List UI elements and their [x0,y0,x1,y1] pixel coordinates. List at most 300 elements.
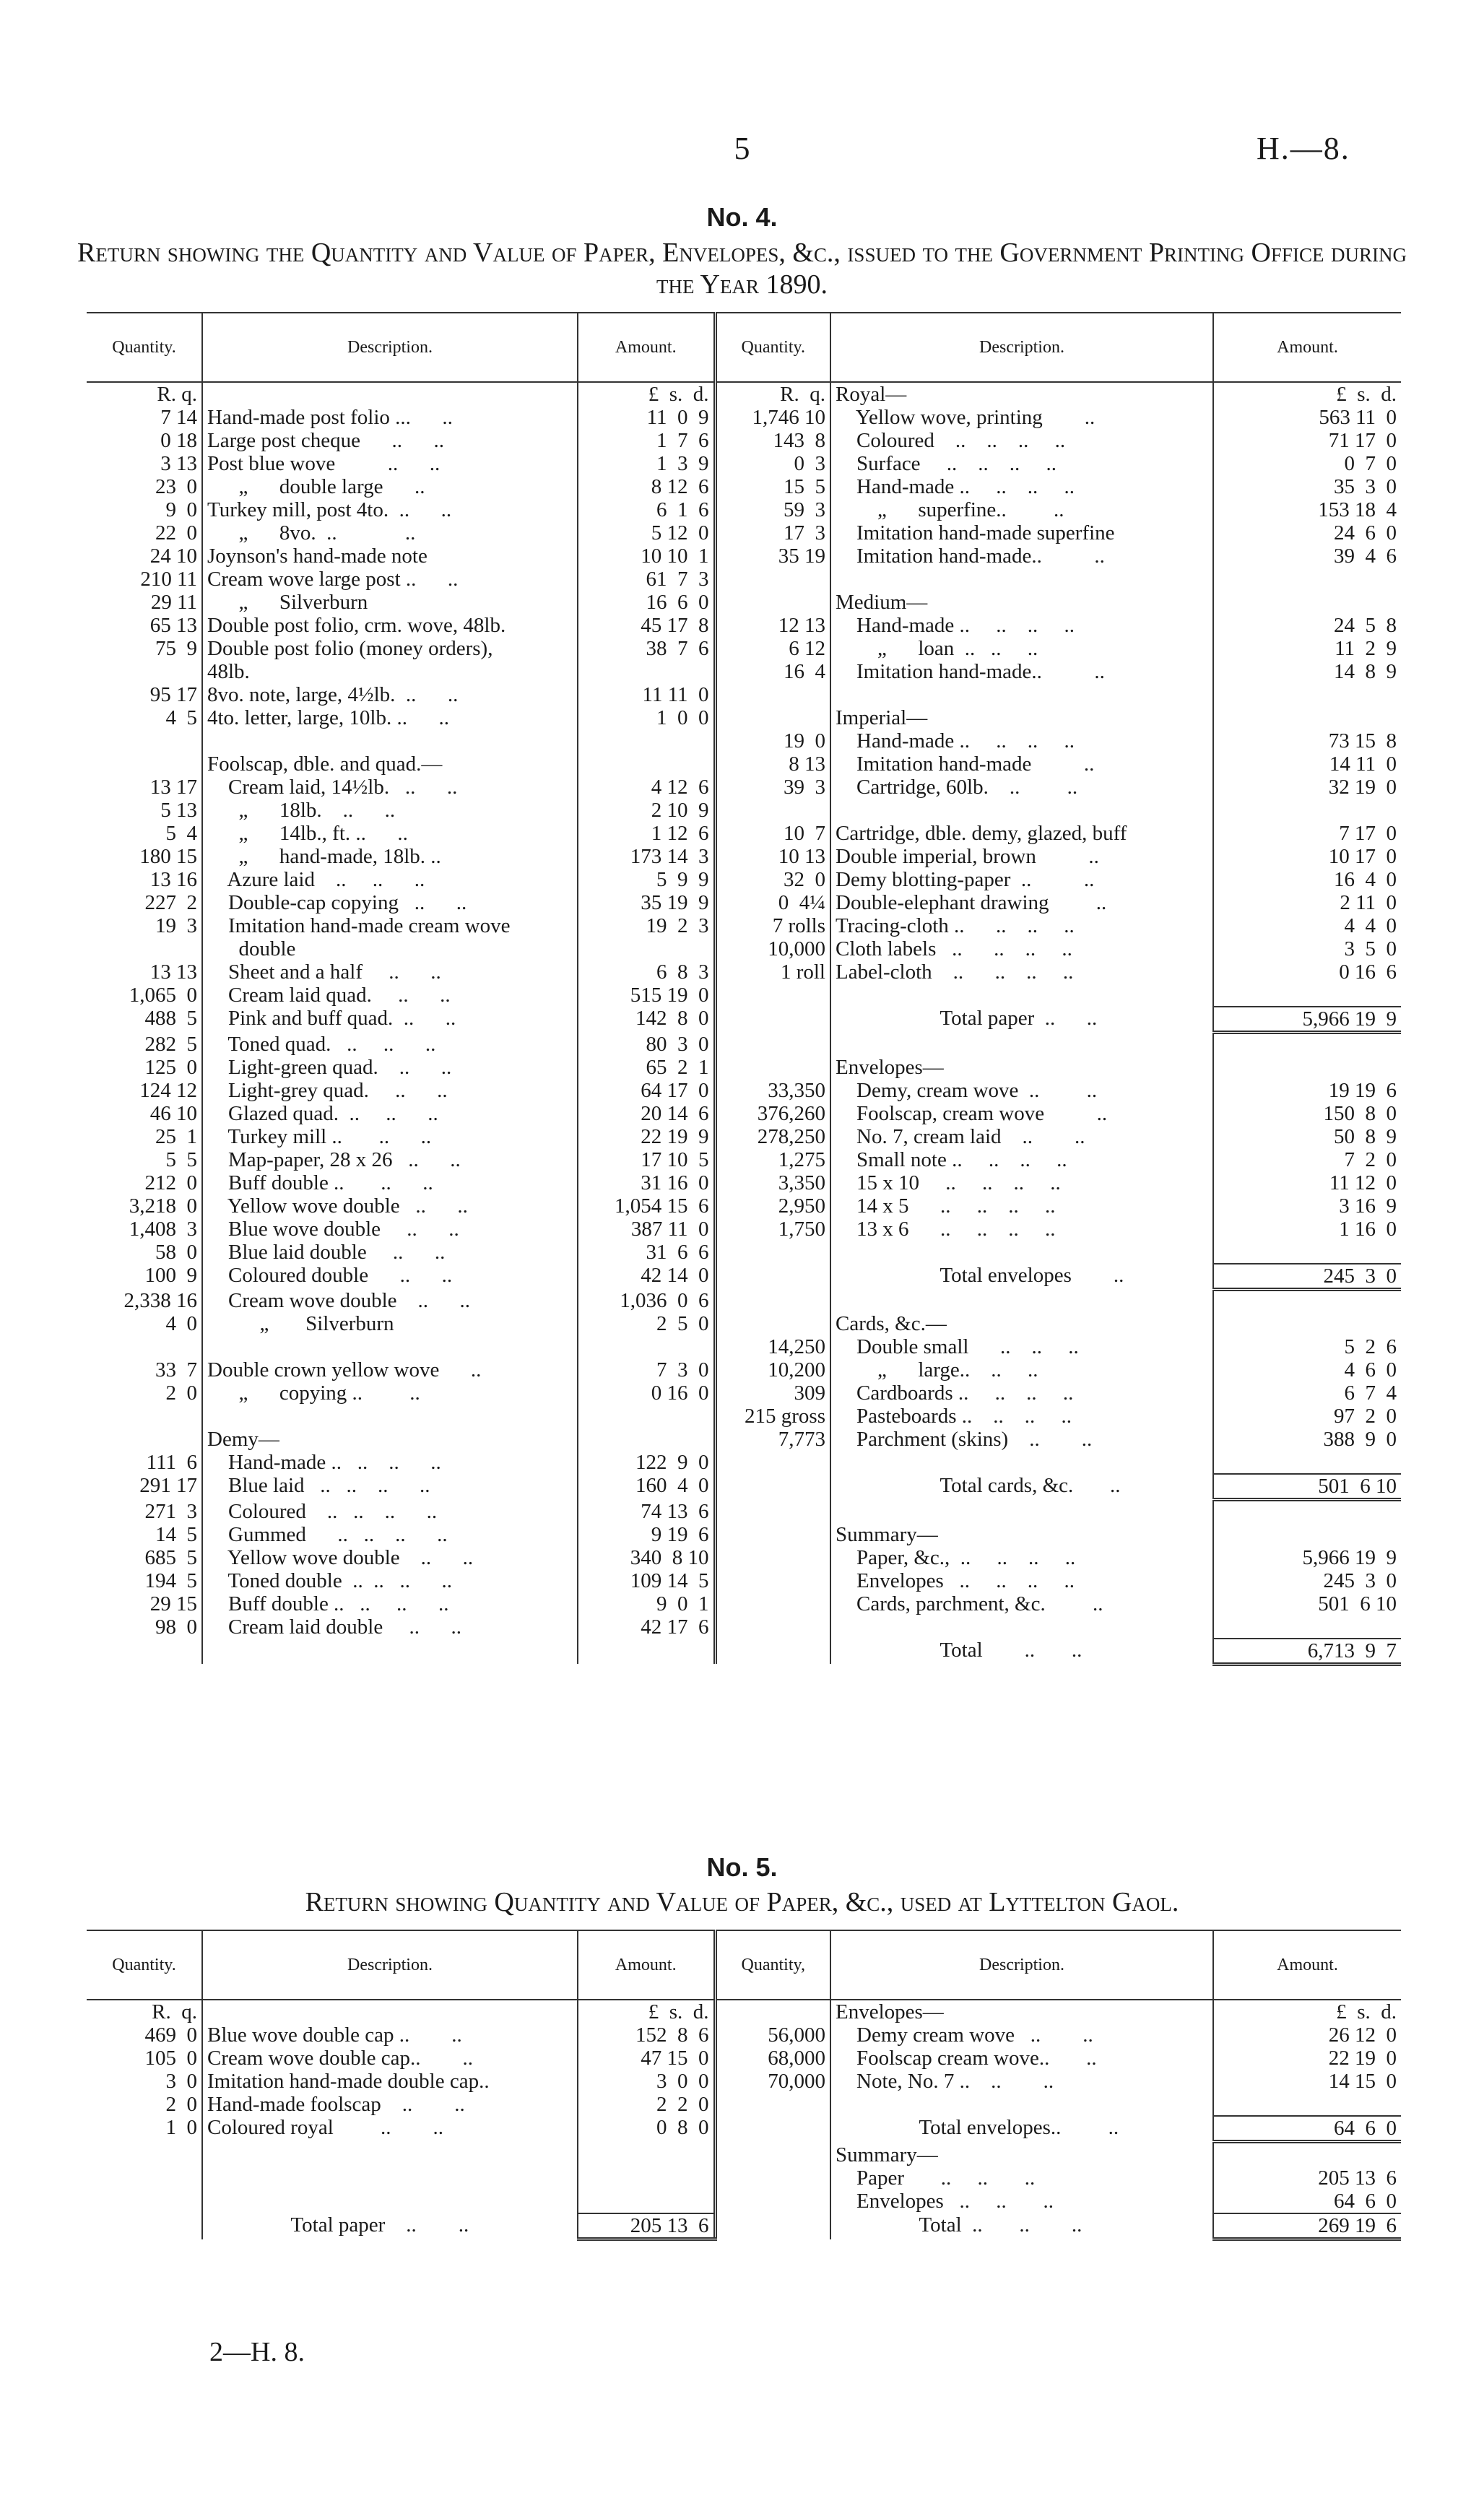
amount-cell [1213,568,1401,591]
description-cell: Imitation hand-made.. .. [830,660,1213,683]
amount-cell: 61 7 3 [578,568,715,591]
quantity-cell: 1,065 0 [129,984,197,1007]
description-cell: Cream wove double .. .. [202,1289,578,1312]
quantity-cell: 0 18 [160,429,197,452]
amount-cell [1213,1451,1401,1474]
amount-cell: 1 3 9 [578,452,715,475]
amount-cell: 35 19 9 [578,891,715,914]
amount-cell: 22 19 9 [578,1125,715,1148]
quantity-cell [715,1523,830,1546]
quantity-cell: 271 3 [144,1499,197,1523]
amount-cell [1213,799,1401,822]
quantity-cell [87,1335,202,1358]
table-row [87,2047,1401,2070]
amount-cell: 5 2 6 [1213,1335,1401,1358]
amount-cell: 109 14 5 [578,1569,715,1592]
quantity-cell: 13 16 [149,868,197,891]
amount-cell [578,1428,715,1451]
quantity-cell: 10 13 [715,845,830,868]
quantity-cell: 0 4¼ [715,891,830,914]
table-row [87,845,1401,868]
quantity-cell: R. q. [715,382,830,406]
quantity-cell: 65 13 [149,614,197,637]
description-cell [830,2093,1213,2116]
description-cell: 8vo. note, large, 4½lb. .. .. [202,683,578,706]
quantity-cell [715,683,830,706]
description-cell [202,1639,578,1665]
description-cell: „ copying .. .. [202,1381,578,1405]
description-cell: Double-elephant drawing .. [830,891,1213,914]
amount-cell: 10 17 0 [1213,845,1401,868]
table-row [87,683,1401,706]
amount-cell: 71 17 0 [1213,429,1401,452]
quantity-cell [87,1405,202,1428]
description-cell [202,2000,578,2023]
table-row [87,614,1401,637]
table-row [87,1405,1401,1428]
description-cell: Envelopes .. .. .. [830,2190,1213,2213]
table-row [87,1171,1401,1194]
quantity-cell [715,1312,830,1335]
table-row [87,1500,1401,1523]
amount-cell: 3 16 9 [1213,1194,1401,1218]
description-cell: Coloured .. .. .. .. [830,429,1213,452]
quantity-cell [715,2213,830,2239]
description-cell: Hand-made foolscap .. .. [202,2093,578,2116]
quantity-cell: 124 12 [139,1078,197,1102]
amount-cell [1213,2143,1401,2166]
description-cell: Total paper .. .. [202,2213,578,2239]
col-header-amount-right: Amount. [1213,313,1401,382]
description-cell: Demy blotting-paper .. .. [830,868,1213,891]
description-cell: Envelopes— [830,1056,1213,1079]
amount-cell [1213,1056,1401,1079]
description-cell: Total cards, &c. .. [830,1474,1213,1500]
description-cell [830,1033,1213,1056]
description-cell: Buff double .. .. .. .. [202,1592,578,1615]
quantity-cell: 3 0 [165,2070,197,2093]
description-cell: „ 14lb., ft. .. .. [202,822,578,845]
quantity-cell: 3,218 0 [129,1194,197,1218]
table-5-header-row [87,1930,1401,2000]
quantity-cell: 25 1 [155,1124,197,1148]
quantity-cell: 7 14 [160,406,197,429]
table-row [87,545,1401,568]
amount-cell: 31 6 6 [578,1241,715,1264]
quantity-cell [715,2143,830,2166]
col-header-quantity: Quantity. [87,313,202,382]
table-row [87,1079,1401,1102]
quantity-cell: 3,350 [715,1171,830,1194]
amount-cell: 1 16 0 [1213,1218,1401,1241]
quantity-cell: 2,338 16 [123,1289,197,1312]
amount-cell: 205 13 6 [578,2213,715,2239]
quantity-cell: 2,950 [715,1194,830,1218]
amount-cell: 501 6 10 [1213,1474,1401,1500]
quantity-cell: 1,750 [715,1218,830,1241]
description-cell: Cream laid, 14½lb. .. .. [202,776,578,799]
amount-cell: 16 6 0 [578,591,715,614]
quantity-cell [715,568,830,591]
amount-cell [1213,706,1401,729]
amount-cell: 22 19 0 [1213,2047,1401,2070]
amount-cell: 64 6 0 [1213,2116,1401,2142]
quantity-cell: 56,000 [715,2023,830,2047]
amount-cell: 8 12 6 [578,475,715,498]
amount-cell: 9 19 6 [578,1523,715,1546]
description-cell: Tracing-cloth .. .. .. .. [830,914,1213,937]
quantity-cell: 7,773 [715,1428,830,1451]
quantity-cell: 1 roll [715,960,830,984]
table-row [87,452,1401,475]
quantity-cell: 2 0 [165,1381,197,1405]
quantity-cell: 5 13 [160,799,197,822]
amount-cell: 142 8 0 [578,1007,715,1033]
quantity-cell: 14 5 [155,1522,197,1546]
quantity-cell: 194 5 [144,1569,197,1592]
table-row [87,776,1401,799]
quantity-cell [715,1546,830,1569]
description-cell [202,729,578,752]
quantity-cell [87,729,202,752]
description-cell: Label-cloth .. .. .. .. [830,960,1213,984]
description-cell: 13 x 6 .. .. .. .. [830,1218,1213,1241]
quantity-cell: 24 10 [149,545,197,568]
document-reference: H.—8. [1257,131,1350,166]
quantity-cell [715,1451,830,1474]
amount-cell: 6,713 9 7 [1213,1639,1401,1665]
description-cell [830,1241,1213,1264]
quantity-cell: 10,000 [715,937,830,960]
description-cell: Total envelopes .. [830,1264,1213,1290]
quantity-cell [715,1639,830,1665]
amount-cell: 35 3 0 [1213,475,1401,498]
amount-cell: 4 6 0 [1213,1358,1401,1381]
amount-cell [578,2166,715,2190]
col-header-amount-right: Amount. [1213,1930,1401,2000]
description-cell [202,1405,578,1428]
quantity-cell [715,2000,830,2023]
quantity-cell: 5 5 [165,1148,197,1171]
amount-cell: 2 5 0 [578,1312,715,1335]
description-cell [202,2143,578,2166]
quantity-cell [715,984,830,1007]
amount-cell [1213,1500,1401,1523]
table-row [87,2190,1401,2213]
description-cell: Imitation hand-made double cap.. [202,2070,578,2093]
table-row [87,2116,1401,2142]
quantity-cell: 685 5 [144,1545,197,1569]
quantity-cell: 9 0 [165,498,197,521]
description-cell: Double crown yellow wove .. [202,1358,578,1381]
quantity-cell: 29 15 [149,1592,197,1615]
quantity-cell: 22 0 [155,521,197,545]
table-row [87,1148,1401,1171]
quantity-cell: 1 0 [165,2116,197,2139]
description-cell: Paper .. .. .. [830,2166,1213,2190]
col-header-description-right: Description. [830,313,1213,382]
quantity-cell: 143 8 [715,429,830,452]
description-cell [202,2166,578,2190]
quantity-cell [87,2213,202,2239]
quantity-cell [87,2166,202,2190]
quantity-cell: 70,000 [715,2070,830,2093]
quantity-cell [715,1615,830,1639]
description-cell: Blue laid .. .. .. .. [202,1474,578,1500]
description-cell: Blue wove double cap .. .. [202,2023,578,2047]
description-cell [830,799,1213,822]
description-cell: Paper, &c., .. .. .. .. [830,1546,1213,1569]
table-row [87,960,1401,984]
quantity-cell: 13 13 [149,960,197,984]
amount-cell: £ s. d. [578,382,715,406]
amount-cell [578,1405,715,1428]
description-cell: Medium— [830,591,1213,614]
quantity-cell: 282 5 [144,1032,197,1056]
description-cell: Imitation hand-made superfine [830,521,1213,545]
quantity-cell [715,1241,830,1264]
col-header-description-right: Description. [830,1930,1213,2000]
table-4 [87,312,1401,1666]
table-row [87,729,1401,752]
description-cell: Light-green quad. .. .. [202,1056,578,1079]
description-cell: Toned double .. .. .. .. [202,1569,578,1592]
amount-cell: 6 8 3 [578,960,715,984]
amount-cell: 245 3 0 [1213,1569,1401,1592]
amount-cell: 14 15 0 [1213,2070,1401,2093]
table-row [87,406,1401,429]
description-cell: 14 x 5 .. .. .. .. [830,1194,1213,1218]
table-row [87,822,1401,845]
quantity-cell [715,2093,830,2116]
amount-cell [578,660,715,683]
col-header-quantity: Quantity. [87,1930,202,2000]
description-cell: Blue wove double .. .. [202,1218,578,1241]
quantity-cell: 19 0 [715,729,830,752]
description-cell: Foolscap, cream wove .. [830,1102,1213,1125]
description-cell: „ loan .. .. .. [830,637,1213,660]
amount-cell: 19 2 3 [578,914,715,937]
table-row [87,521,1401,545]
amount-cell: 2 11 0 [1213,891,1401,914]
amount-cell: 563 11 0 [1213,406,1401,429]
quantity-cell [715,1007,830,1033]
description-cell: Glazed quad. .. .. .. [202,1102,578,1125]
quantity-cell: 100 9 [144,1263,197,1287]
description-cell: Coloured double .. .. [202,1264,578,1290]
quantity-cell: 10 7 [715,822,830,845]
quantity-cell [715,1264,830,1290]
description-cell: Total paper .. .. [830,1007,1213,1033]
amount-cell: 3 0 0 [578,2070,715,2093]
quantity-cell: 58 0 [155,1240,197,1264]
table-row [87,799,1401,822]
amount-cell: 205 13 6 [1213,2166,1401,2190]
table-row [87,868,1401,891]
amount-cell: 38 7 6 [578,637,715,660]
table-row [87,2143,1401,2166]
description-cell: „ large.. .. .. [830,1358,1213,1381]
amount-cell: 0 7 0 [1213,452,1401,475]
amount-cell: 2 2 0 [578,2093,715,2116]
quantity-cell: 291 17 [139,1474,197,1497]
description-cell: Foolscap, dble. and quad.— [202,752,578,776]
description-cell: Turkey mill .. .. .. [202,1125,578,1148]
description-cell: „ superfine.. .. [830,498,1213,521]
table-row [87,1592,1401,1615]
description-cell: Total .. .. .. [830,2213,1213,2239]
amount-cell: 6 1 6 [578,498,715,521]
quantity-cell: 1,746 10 [715,406,830,429]
description-cell [830,683,1213,706]
amount-cell: 20 14 6 [578,1102,715,1125]
amount-cell: 50 8 9 [1213,1125,1401,1148]
quantity-cell [715,1033,830,1056]
quantity-cell: 488 5 [144,1007,197,1030]
quantity-cell: 13 17 [149,776,197,799]
table-row [87,1056,1401,1079]
amount-cell: 14 11 0 [1213,752,1401,776]
description-cell: Pink and buff quad. .. .. [202,1007,578,1033]
quantity-cell [87,1639,202,1665]
amount-cell: 173 14 3 [578,845,715,868]
quantity-cell [715,1056,830,1079]
amount-cell: 9 0 1 [578,1592,715,1615]
description-cell [202,2190,578,2213]
amount-cell: 97 2 0 [1213,1405,1401,1428]
amount-cell: 6 7 4 [1213,1381,1401,1405]
amount-cell: 64 6 0 [1213,2190,1401,2213]
description-cell: Post blue wove .. .. [202,452,578,475]
quantity-cell [715,1569,830,1592]
amount-cell: 10 10 1 [578,545,715,568]
table-row [87,1194,1401,1218]
amount-cell: 45 17 8 [578,614,715,637]
table-5-title: Return showing Quantity and Value of Paper, &c., used at Lyttelton Gaol. [305,1887,1179,1917]
quantity-cell: 32 0 [715,868,830,891]
quantity-cell: 376,260 [715,1102,830,1125]
amount-cell: 5 9 9 [578,868,715,891]
description-cell: Hand-made .. .. .. .. [830,729,1213,752]
table-row [87,2000,1401,2023]
col-header-description: Description. [202,1930,578,2000]
table-row [87,1241,1401,1264]
table-row [87,1615,1401,1639]
description-cell: Buff double .. .. .. [202,1171,578,1194]
table-row [87,1312,1401,1335]
amount-cell: 388 9 0 [1213,1428,1401,1451]
amount-cell: 74 13 6 [578,1500,715,1523]
table-row [87,2166,1401,2190]
quantity-cell: 12 13 [715,614,830,637]
amount-cell: 24 5 8 [1213,614,1401,637]
table-row [87,2023,1401,2047]
amount-cell: 7 17 0 [1213,822,1401,845]
amount-cell: 160 4 0 [578,1474,715,1500]
quantity-cell [715,1474,830,1500]
quantity-cell: 15 5 [715,475,830,498]
description-cell: Demy cream wove .. .. [830,2023,1213,2047]
amount-cell: 32 19 0 [1213,776,1401,799]
quantity-cell: 68,000 [715,2047,830,2070]
description-cell: Foolscap cream wove.. .. [830,2047,1213,2070]
quantity-cell [87,1428,202,1451]
table-row [87,914,1401,937]
amount-cell: 2 10 9 [578,799,715,822]
description-cell [830,1289,1213,1312]
description-cell: Total envelopes.. .. [830,2116,1213,2142]
amount-cell: 1,054 15 6 [578,1194,715,1218]
amount-cell: 0 16 0 [578,1381,715,1405]
description-cell: Small note .. .. .. .. [830,1148,1213,1171]
table-row [87,1523,1401,1546]
table-row [87,1358,1401,1381]
quantity-cell: 39 3 [715,776,830,799]
table-5-heading: No. 5. [706,1852,778,1882]
amount-cell [1213,2093,1401,2116]
quantity-cell [87,937,202,960]
amount-cell: 11 2 9 [1213,637,1401,660]
amount-cell: 65 2 1 [578,1056,715,1079]
description-cell [830,1451,1213,1474]
amount-cell: 515 19 0 [578,984,715,1007]
amount-cell [578,2143,715,2166]
col-header-amount: Amount. [578,313,715,382]
quantity-cell [87,660,202,683]
table-row [87,1289,1401,1312]
amount-cell: 80 3 0 [578,1033,715,1056]
amount-cell: 245 3 0 [1213,1264,1401,1290]
quantity-cell: 212 0 [144,1171,197,1194]
description-cell: „ 8vo. .. .. [202,521,578,545]
description-cell: Yellow wove double .. .. [202,1194,578,1218]
description-cell: Cartridge, 60lb. .. .. [830,776,1213,799]
amount-cell: 4 12 6 [578,776,715,799]
description-cell: „ double large .. [202,475,578,498]
amount-cell: 4 4 0 [1213,914,1401,937]
table-row [87,1546,1401,1569]
amount-cell: 11 11 0 [578,683,715,706]
description-cell: „ 18lb. .. .. [202,799,578,822]
description-cell: Light-grey quad. .. .. [202,1079,578,1102]
table-4-title: Return showing the Quantity and Value of Paper, Envelopes, &c., issued to the Government Printing Office during the Year 1890. [77,238,1407,300]
quantity-cell: 210 11 [140,568,197,591]
table-row [87,2093,1401,2116]
amount-cell [1213,683,1401,706]
description-cell: Yellow wove, printing .. [830,406,1213,429]
amount-cell [1213,1523,1401,1546]
amount-cell: 0 16 6 [1213,960,1401,984]
description-cell: Envelopes— [830,2000,1213,2023]
amount-cell: 1 12 6 [578,822,715,845]
description-cell: Hand-made .. .. .. .. [202,1451,578,1474]
table-row [87,1474,1401,1500]
description-cell: Parchment (skins) .. .. [830,1428,1213,1451]
quantity-cell: 469 0 [144,2023,197,2047]
quantity-cell: 6 12 [715,637,830,660]
description-cell: Turkey mill, post 4to. .. .. [202,498,578,521]
description-cell: Joynson's hand-made note [202,545,578,568]
quantity-cell: 1,408 3 [129,1217,197,1241]
quantity-cell: 309 [715,1381,830,1405]
description-cell: Imitation hand-made .. [830,752,1213,776]
amount-cell: 5,966 19 9 [1213,1007,1401,1033]
description-cell: Sheet and a half .. .. [202,960,578,984]
table-row [87,1102,1401,1125]
description-cell: Double-cap copying .. .. [202,891,578,914]
description-cell: 4to. letter, large, 10lb. .. .. [202,706,578,729]
amount-cell: 64 17 0 [578,1079,715,1102]
